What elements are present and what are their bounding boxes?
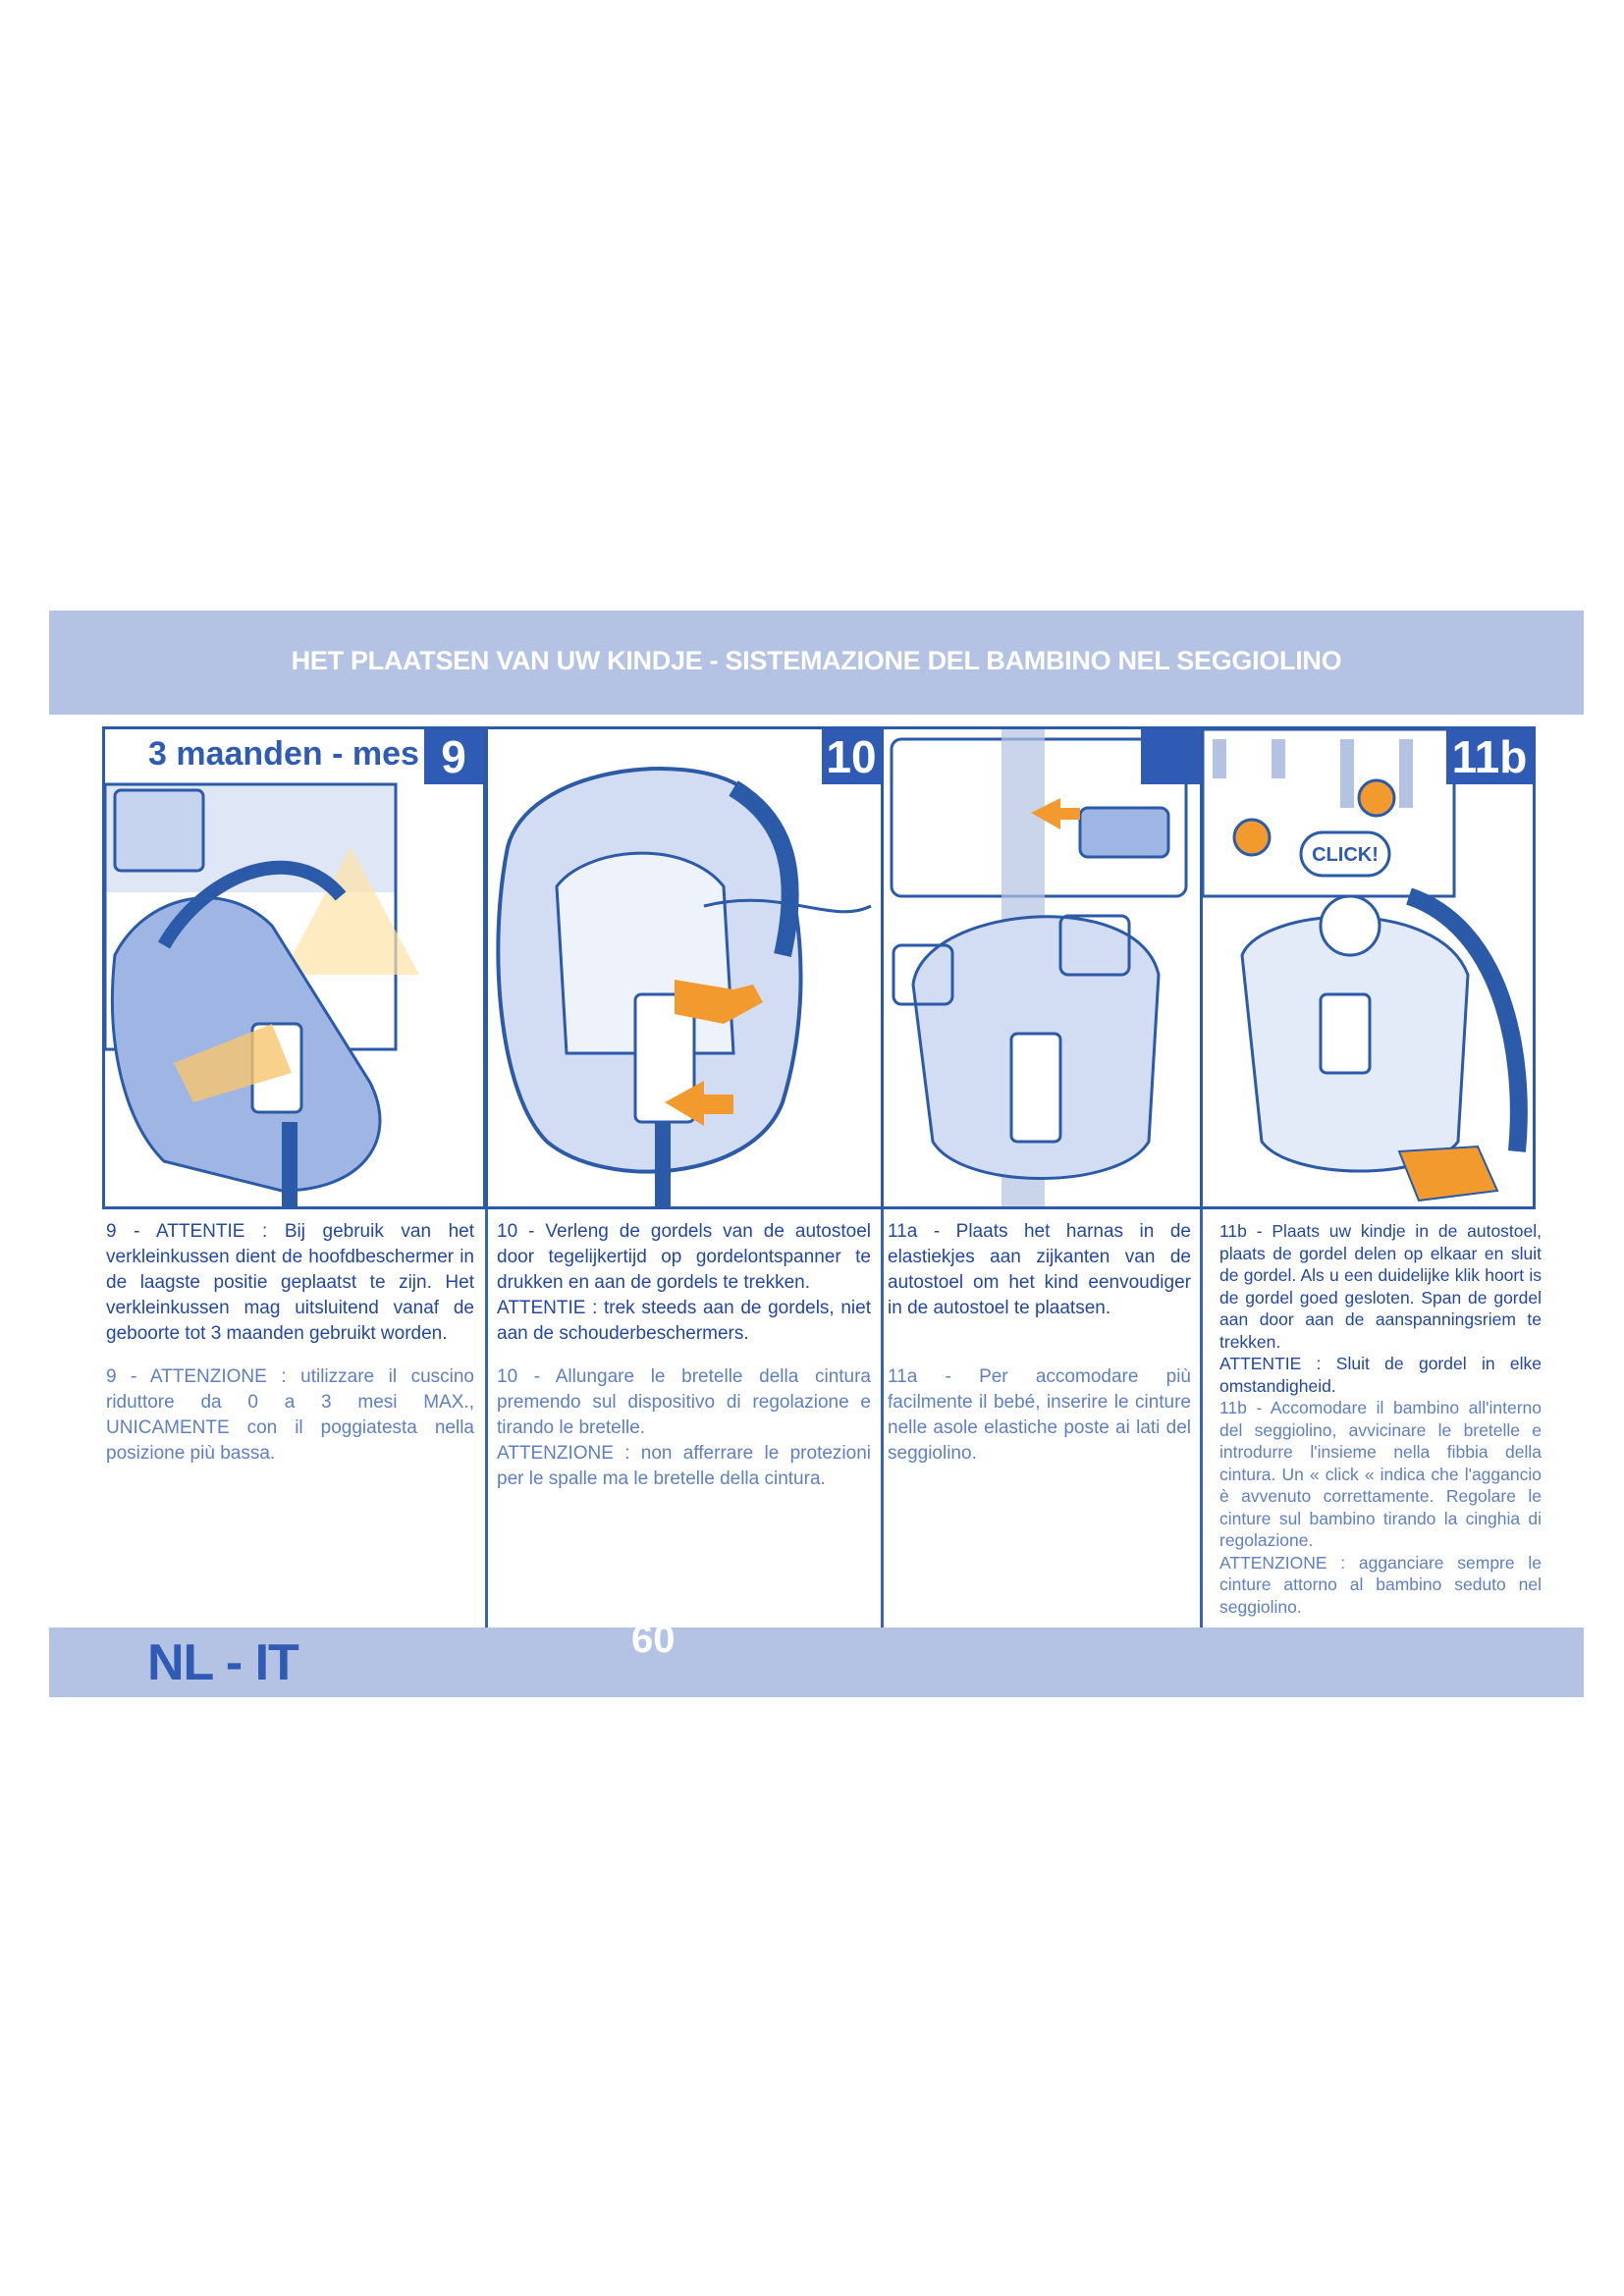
illustration-step-11a: [881, 726, 1203, 1209]
step10-it-warning: ATTENZIONE : non afferrare le protezioni per le spalle ma le bretelle della cintura.: [497, 1443, 871, 1489]
click-label: CLICK!: [1312, 844, 1379, 866]
step-number-badge: 11b: [1446, 729, 1533, 784]
page-number: 60: [631, 1618, 676, 1661]
harness-elastic-illustration: [884, 729, 1203, 1209]
step10-text-it: [497, 1364, 871, 1492]
step10-nl-instruction: 10 - Verleng de gordels van de autostoel door tegelijkertijd op gordelontspanner te drukken en aan de gordels te trekken.: [497, 1221, 871, 1293]
step9-text-it: 9 - ATTENZIONE : utilizzare il cuscino riduttore da 0 a 3 mesi MAX., UNICAMENTE con il poggiatesta nella posizione più bassa.: [106, 1366, 474, 1464]
language-code: NL - IT: [147, 1634, 298, 1691]
illustration-step-11b: [1200, 726, 1536, 1209]
step11b-nl-warning: ATTENTIE : Sluit de gordel in elke omstandigheid.: [1219, 1354, 1542, 1396]
step11b-nl-instruction: 11b - Plaats uw kindje in de autostoel, plaats de gordel delen op elkaar en sluit de gordel. Als u een duidelijke klik hoort is de gordel goed gesloten. Span de gordel aan door aan de aanspanningsriem te trekken.: [1219, 1221, 1542, 1352]
belt-lengthening-illustration: [488, 729, 884, 1209]
illustration-step-10: [485, 726, 884, 1209]
step11b-text-nl: [1219, 1220, 1542, 1397]
step-number-badge: 10: [822, 729, 881, 784]
illustration-step-9: [102, 726, 486, 1209]
step9-text-nl: 9 - ATTENTIE : Bij gebruik van het verkleinkussen dient de hoofdbeschermer in de laagste positie geplaatst te zijn. Het verkleinkussen mag uitsluitend vanaf de geboorte tot 3 maanden gebruikt worden.: [106, 1221, 474, 1344]
step11b-text-it: [1219, 1397, 1542, 1618]
car-seat-cushion-illustration: [105, 729, 486, 1209]
step10-text-nl: [497, 1219, 871, 1347]
step-number-badge-blank: [1141, 729, 1200, 784]
step11b-it-instruction: 11b - Accomodare il bambino all'interno del seggiolino, avvicinare le bretelle e introdurre l'insieme nella fibbia della cintura. Un « click « indica che l'aggancio è avvenuto correttamente. Regolare le cinture sul bambino tirando la cinghia di regolazione.: [1219, 1398, 1542, 1550]
header-band: [49, 611, 1584, 715]
step11a-text-nl: 11a - Plaats het harnas in de elastiekjes aan zijkanten van de autostoel om het kind eenvoudiger in de autostoel te plaatsen.: [888, 1221, 1191, 1318]
step11b-it-warning: ATTENZIONE : agganciare sempre le cinture attorno al bambino seduto nel seggiolino.: [1219, 1552, 1542, 1617]
step11a-text-it: 11a - Per accomodare più facilmente il bebé, inserire le cinture nelle asole elastiche poste ai lati del seggiolino.: [888, 1366, 1191, 1464]
age-subtitle: 3 maanden - mes: [148, 735, 419, 773]
step-number-badge: 9: [424, 729, 483, 784]
buckle-click-illustration: [1203, 729, 1536, 1209]
page-title: HET PLAATSEN VAN UW KINDJE - SISTEMAZIONE DEL BAMBINO NEL SEGGIOLINO: [291, 646, 1342, 675]
footer-band: [49, 1618, 1584, 1697]
step10-it-instruction: 10 - Allungare le bretelle della cintura premendo sul dispositivo di regolazione e tirando le bretelle.: [497, 1366, 871, 1438]
step10-nl-warning: ATTENTIE : trek steeds aan de gordels, niet aan de schouderbeschermers.: [497, 1298, 871, 1344]
